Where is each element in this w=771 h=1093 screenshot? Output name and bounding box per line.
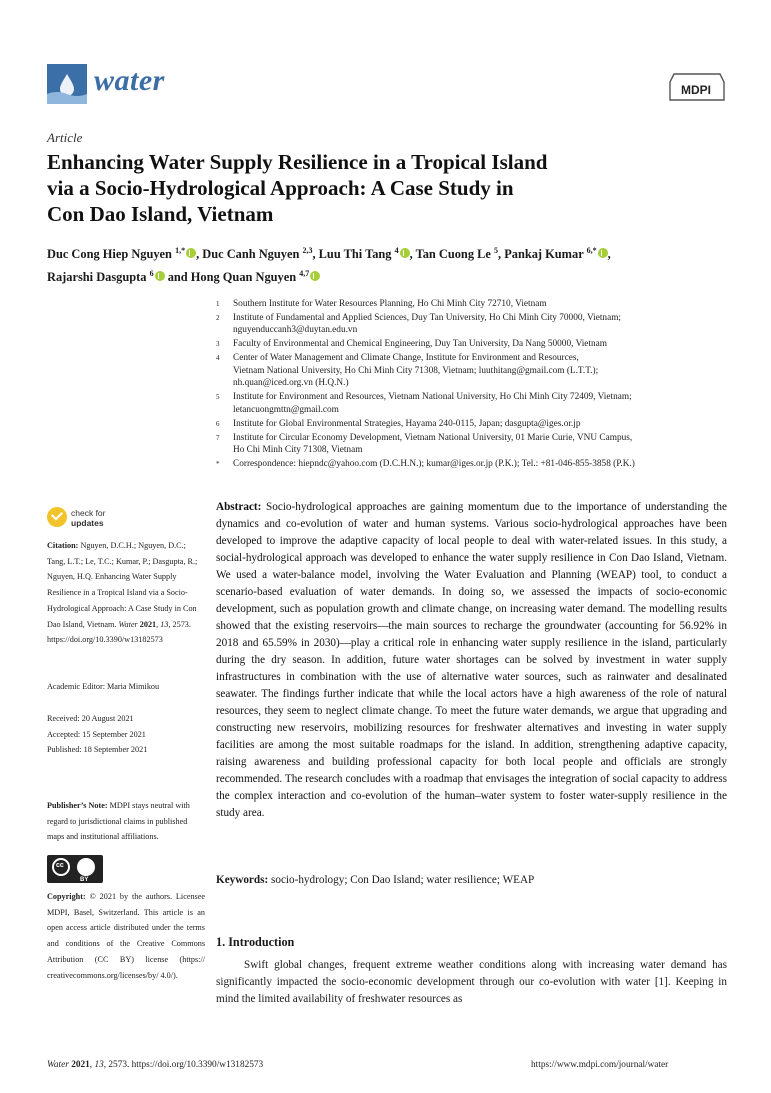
author-separator: , xyxy=(312,247,319,262)
published-date: Published: 18 September 2021 xyxy=(47,745,148,755)
affiliation-number: 4 xyxy=(216,354,220,363)
affiliation-item xyxy=(216,432,746,457)
publisher-note xyxy=(47,798,205,845)
author-affiliation-marker: 2,3 xyxy=(302,246,313,255)
author-affiliation-marker: 4 xyxy=(394,246,399,255)
author-name[interactable]: Rajarshi Dasgupta xyxy=(47,270,147,285)
affiliation-line: Faculty of Environmental and Chemical Engineering, Duy Tan University, Da Nang 50000, Vietnam xyxy=(233,339,608,350)
orcid-icon[interactable] xyxy=(598,248,608,258)
citation-label: Citation: xyxy=(47,541,79,550)
orcid-icon[interactable] xyxy=(155,271,165,281)
affiliation-number: 1 xyxy=(216,300,220,308)
footer-journal-url[interactable]: https://www.mdpi.com/journal/water xyxy=(531,1060,669,1070)
affiliation-line: Southern Institute for Water Resources Planning, Ho Chi Minh City 72710, Vietnam xyxy=(233,299,547,309)
affiliation-number: 5 xyxy=(216,393,220,402)
footer-volume: 13 xyxy=(94,1060,104,1070)
abstract-label: Abstract: xyxy=(216,501,262,513)
author-affiliation-marker: 6 xyxy=(149,269,154,279)
intro-text-b: . Keeping in mind the limited availability of freshwater resources as xyxy=(216,976,727,1005)
affiliation-line: nguyenduccanh3@duytan.edu.vn xyxy=(233,325,358,336)
author-name[interactable]: Hong Quan Nguyen xyxy=(190,270,297,285)
title-line: Con Dao Island, Vietnam xyxy=(47,202,274,226)
article-type: Article xyxy=(47,130,83,145)
title-line: Enhancing Water Supply Resilience in a Tropical Island xyxy=(47,150,548,174)
footer-journal: Water xyxy=(47,1060,69,1070)
affiliation-number: 7 xyxy=(216,433,220,442)
author-name[interactable]: Duc Canh Nguyen xyxy=(202,247,300,262)
check-for-text: check for xyxy=(71,508,106,518)
citation-year: 2021 xyxy=(139,619,157,629)
keywords-label: Keywords: xyxy=(216,874,269,886)
affiliation-number: 2 xyxy=(216,314,220,322)
orcid-icon[interactable] xyxy=(186,248,196,258)
author-name[interactable]: Duc Cong Hiep Nguyen xyxy=(47,247,172,262)
section-heading: 1. Introduction xyxy=(216,935,295,949)
keywords xyxy=(216,872,727,888)
footer-citation: Water 2021, 13, 2573. https://doi.org/10.3390/w13182573 xyxy=(47,1060,264,1070)
author-separator: , xyxy=(196,247,203,262)
citation-doi[interactable]: , 2573. https://doi.org/10.3390/w13182573 xyxy=(47,619,191,645)
updates-text: updates xyxy=(71,518,104,528)
affiliation-line: Center of Water Management and Climate Change, Institute for Environment and Resources, xyxy=(233,353,579,364)
author-separator: , xyxy=(409,247,416,262)
citation-text: Nguyen, D.C.H.; Nguyen, D.C.; Tang, L.T.; Le, T.C.; Kumar, P.; Dasgupta, R.; Nguyen, H.Q. Enhancing Water Supply Resilience in a Tropical Island via a Socio-Hydrological Approach: A Case Study in Con Dao Island, Vietnam. xyxy=(47,541,198,629)
author-affiliation-marker: 6,* xyxy=(586,246,597,255)
author-name[interactable]: Luu Thi Tang xyxy=(318,247,392,262)
affiliation-line: Correspondence: hiepndc@yahoo.com (D.C.H.N.); kumar@iges.or.jp (P.K.); Tel.: +81-046-855-3858 (P.K.) xyxy=(233,459,635,470)
copyright-label: Copyright: xyxy=(47,892,86,901)
author-name[interactable]: Pankaj Kumar xyxy=(504,247,584,262)
citation-block: Citation: Nguyen, D.C.H.; Nguyen, D.C.; Tang, L.T.; Le, T.C.; Kumar, P.; Dasgupta, R.; Nguyen, H.Q. Enhancing Water Supply Resilience in a Tropical Island via a Socio-Hydrological Approach: A Case Study in Con Dao Island, Vietnam. Water 2021, 13, 2573. https://doi.org/10.3390/w13182573 xyxy=(47,541,198,645)
intro-text-a: Swift global changes, frequent extreme weather conditions along with increasing water demand has significantly impacted the socio-economic development through our co-evolution with water xyxy=(216,959,727,988)
affiliation-line: Institute for Global Environmental Strategies, Hayama 240-0115, Japan; dasgupta@iges.or.jp xyxy=(233,418,581,429)
affiliation-line: Ho Chi Minh City 71308, Vietnam xyxy=(233,445,363,456)
abstract xyxy=(216,499,727,822)
article-title xyxy=(47,149,667,227)
accepted-date: Accepted: 15 September 2021 xyxy=(47,729,146,739)
affiliation-number: 3 xyxy=(216,340,220,349)
publisher-name: MDPI xyxy=(681,83,711,97)
affiliations xyxy=(216,298,746,472)
journal-logo-icon xyxy=(47,64,87,104)
affiliation-number: 6 xyxy=(216,419,220,428)
author-affiliation-marker: 4,7 xyxy=(299,269,310,279)
check-updates-label[interactable] xyxy=(71,508,106,528)
author-list: Duc Cong Hiep Nguyen $^{1,*}$ , Duc Canh Nguyen $^{2,3}$, Luu Thi Tang $^4$ , Tan Cuong Le $^5$, Pankaj Kumar $^{6,*}$ , Rajarshi Dasgupta $^6$ and Hong Quan Nguyen $^{4,7}$ xyxy=(47,246,611,285)
abstract-text: Socio-hydrological approaches are gaining momentum due to the importance of understanding the dynamics and co-evolution of water and human systems. Various socio-hydrological approaches have been developed to improve the adaptive capacity of local people to deal with water-related issues. In this study, a social-hydrological approach was developed to enhance the water supply resilience in Con Dao Island, Vietnam. We used a water-balance model, involving the Water Evaluation and Planning (WEAP) tool, to conduct a scenario-based evaluation of water demands. In doing so, we assessed the impacts of socio-economic development, such as population growth and climate change, on increasing water demand. The modelling results showed that the existing reservoirs—the main sources to recharge the groundwater (accounting for 56.92% in 2018 and 65.59% in 2030)—play a critical role in enhancing water supply resilience in the island, particularly during the dry season. In addition, future water shortages can be solved by investment in water supply infrastructures in combination with the use of alternative water sources, such as rainwater and desalinated seawater. The findings further indicate that while the local actors have a high awareness of the role of natural resources, they seem to neglect climate change. To meet the future water demands, we argue that upgrading and constructing new reservoirs, mobilizing resources for freshwater alternatives and investing in water supply facilities are among the most suitable roadmaps for the island. In addition, strengthening adaptive capacity, raising awareness and building professional capacity for both local people and officials are strongly recommended. The research concludes with a roadmap that envisages the integration of social capacity to address the complex interaction and co-evolution of the human–water system to foster water-supply resilience in the study area. xyxy=(216,501,727,819)
author-separator: , xyxy=(497,247,505,262)
author-separator: and xyxy=(164,270,191,285)
affiliation-item xyxy=(216,352,746,389)
journal-name: water xyxy=(94,64,165,97)
citation-journal: Water xyxy=(118,619,138,629)
copyright-text: © 2021 by the authors. Licensee MDPI, Basel, Switzerland. This article is an open access article distributed under the terms and conditions of the Creative Commons Attribution (CC BY) license (https:// creativecommons.org/licenses/by/ 4.0/). xyxy=(47,892,206,980)
author-name[interactable]: Tan Cuong Le xyxy=(415,247,491,262)
dates-block xyxy=(47,711,205,758)
publisher-note-label: Publisher’s Note: xyxy=(47,801,108,810)
intro-paragraph xyxy=(216,957,727,1008)
affiliation-item xyxy=(216,298,746,310)
cc-by-label: BY xyxy=(80,877,89,883)
by-person-icon xyxy=(77,858,95,876)
academic-editor: Academic Editor: Maria Mimikou xyxy=(47,682,160,691)
author-affiliation-marker: 5 xyxy=(493,246,498,255)
orcid-icon[interactable] xyxy=(400,248,410,258)
received-date: Received: 20 August 2021 xyxy=(47,714,134,723)
affiliation-item xyxy=(216,338,746,350)
author-affiliation-marker: 1,* xyxy=(175,246,186,255)
citation-volume: 13 xyxy=(160,619,169,629)
publisher-note-text: MDPI stays neutral with regard to jurisdictional claims in published maps and institutional affiliations. xyxy=(47,801,190,842)
footer-doi[interactable]: , 2573. https://doi.org/10.3390/w13182573 xyxy=(103,1060,264,1070)
footer-year: 2021 xyxy=(71,1060,90,1070)
affiliation-item xyxy=(216,458,746,470)
affiliation-line: Institute for Environment and Resources, Vietnam National University, Ho Chi Minh City 72409, Vietnam; xyxy=(233,392,632,403)
affiliation-line: Vietnam National University, Ho Chi Minh City 71308, Vietnam; luuthitang@gmail.com (L.T.T.); xyxy=(233,365,599,376)
affiliation-line: nh.quan@iced.org.vn (H.Q.N.) xyxy=(233,378,349,389)
affiliation-item xyxy=(216,391,746,416)
affiliation-item xyxy=(216,418,746,430)
affiliation-line: Institute of Fundamental and Applied Sciences, Duy Tan University, Ho Chi Minh City 70000, Vietnam; xyxy=(233,313,622,323)
affiliation-number: * xyxy=(216,460,220,469)
cc-text: cc xyxy=(56,862,64,869)
affiliation-line: Institute for Circular Economy Development, Vietnam National University, 01 Marie Curie, VNU Campus, xyxy=(233,432,633,443)
keywords-text: socio-hydrology; Con Dao Island; water resilience; WEAP xyxy=(271,874,535,886)
copyright-block xyxy=(47,889,205,983)
affiliation-line: letancuongmttn@gmail.com xyxy=(233,404,339,415)
reference-link[interactable]: [1] xyxy=(654,976,668,988)
title-line: via a Socio-Hydrological Approach: A Case Study in xyxy=(47,176,514,200)
affiliation-item xyxy=(216,312,746,337)
orcid-icon[interactable] xyxy=(310,271,320,281)
